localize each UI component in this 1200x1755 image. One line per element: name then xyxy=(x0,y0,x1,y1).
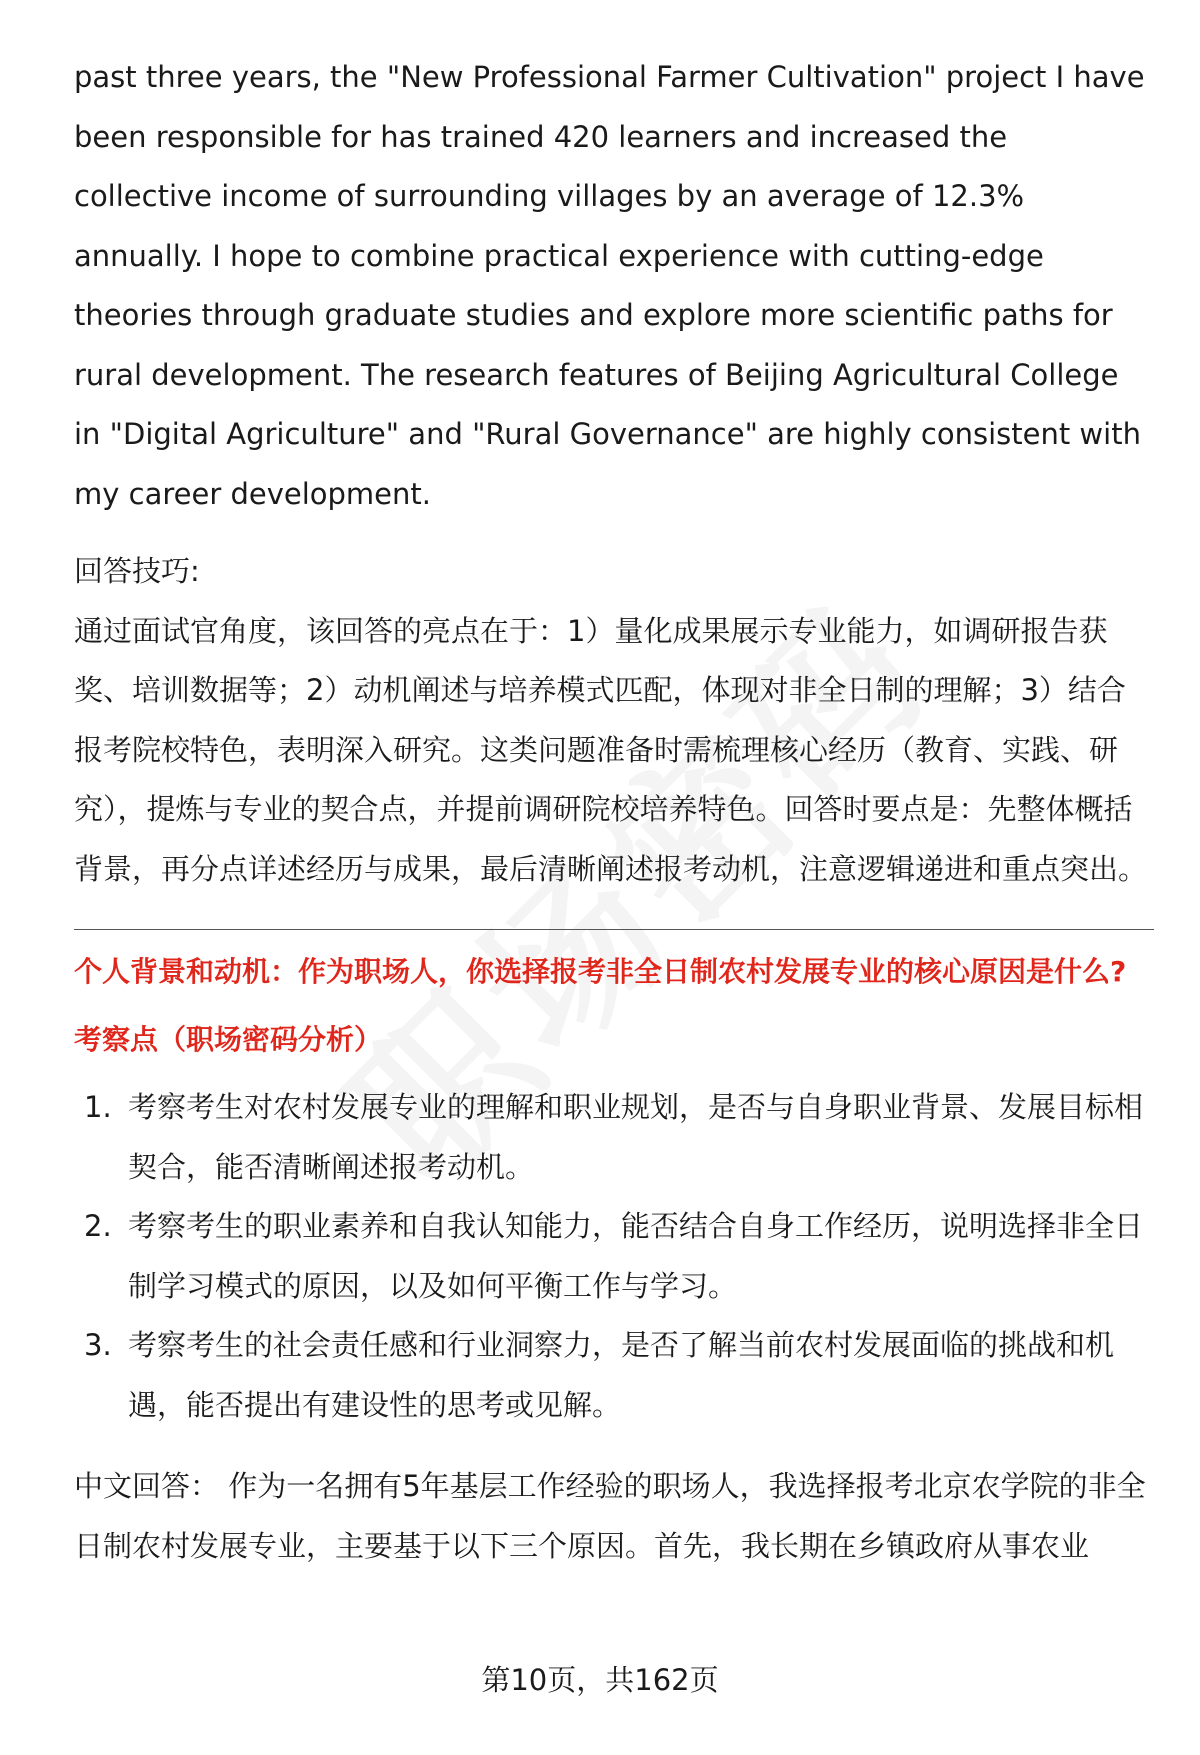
list-item xyxy=(74,1197,1154,1316)
answer-paragraph: 中文回答： 作为一名拥有5年基层工作经验的职场人，我选择报考北京农学院的非全日制农村发展专业，主要基于以下三个原因。首先，我长期在乡镇政府从事农业 xyxy=(74,1469,1146,1563)
question-heading: 个人背景和动机：作为职场人，你选择报考非全日制农村发展专业的核心原因是什么? xyxy=(74,955,1127,988)
document-page xyxy=(74,48,1154,1576)
list-item-number: 3. xyxy=(84,1328,112,1362)
assessment-points-list xyxy=(74,1078,1154,1435)
page-indicator: 第10页，共162页 xyxy=(481,1663,719,1697)
list-item xyxy=(74,1316,1154,1435)
tips-body: 通过面试官角度，该回答的亮点在于：1）量化成果展示专业能力，如调研报告获奖、培训数据等；2）动机阐述与培养模式匹配，体现对非全日制的理解；3）结合报考院校特色，表明深入研究。这类问题准备时需梳理核心经历（教育、实践、研究），提炼与专业的契合点，并提前调研院校培养特色。回答时要点是：先整体概括背景，再分点详述经历与成果，最后清晰阐述报考动机，注意逻辑递进和重点突出。 xyxy=(74,613,1148,886)
list-item-number: 2. xyxy=(84,1209,112,1243)
list-item-text: 考察考生的社会责任感和行业洞察力，是否了解当前农村发展面临的挑战和机遇，能否提出有建设性的思考或见解。 xyxy=(128,1328,1115,1422)
section-divider xyxy=(74,929,1154,930)
list-item-number: 1. xyxy=(84,1090,112,1124)
list-item-text: 考察考生的职业素养和自我认知能力，能否结合自身工作经历，说明选择非全日制学习模式的原因，以及如何平衡工作与学习。 xyxy=(128,1209,1144,1303)
list-item xyxy=(74,1078,1154,1197)
assessment-points-heading: 考察点（职场密码分析） xyxy=(74,1023,383,1056)
continued-paragraph: past three years, the "New Professional Farmer Cultivation" project I have been responsible for has trained 420 learners and increased the collective income of surrounding villages by an average of 12.3% annually. I hope to combine practical experience with cutting-edge theories through graduate studies and explore more scientific paths for rural development. The research features of Beijing Agricultural College in "Digital Agriculture" and "Rural Governance" are highly consistent with my career development. xyxy=(74,60,1145,511)
list-item-text: 考察考生对农村发展专业的理解和职业规划，是否与自身职业背景、发展目标相契合，能否清晰阐述报考动机。 xyxy=(128,1090,1144,1184)
tips-label: 回答技巧: xyxy=(74,554,200,588)
